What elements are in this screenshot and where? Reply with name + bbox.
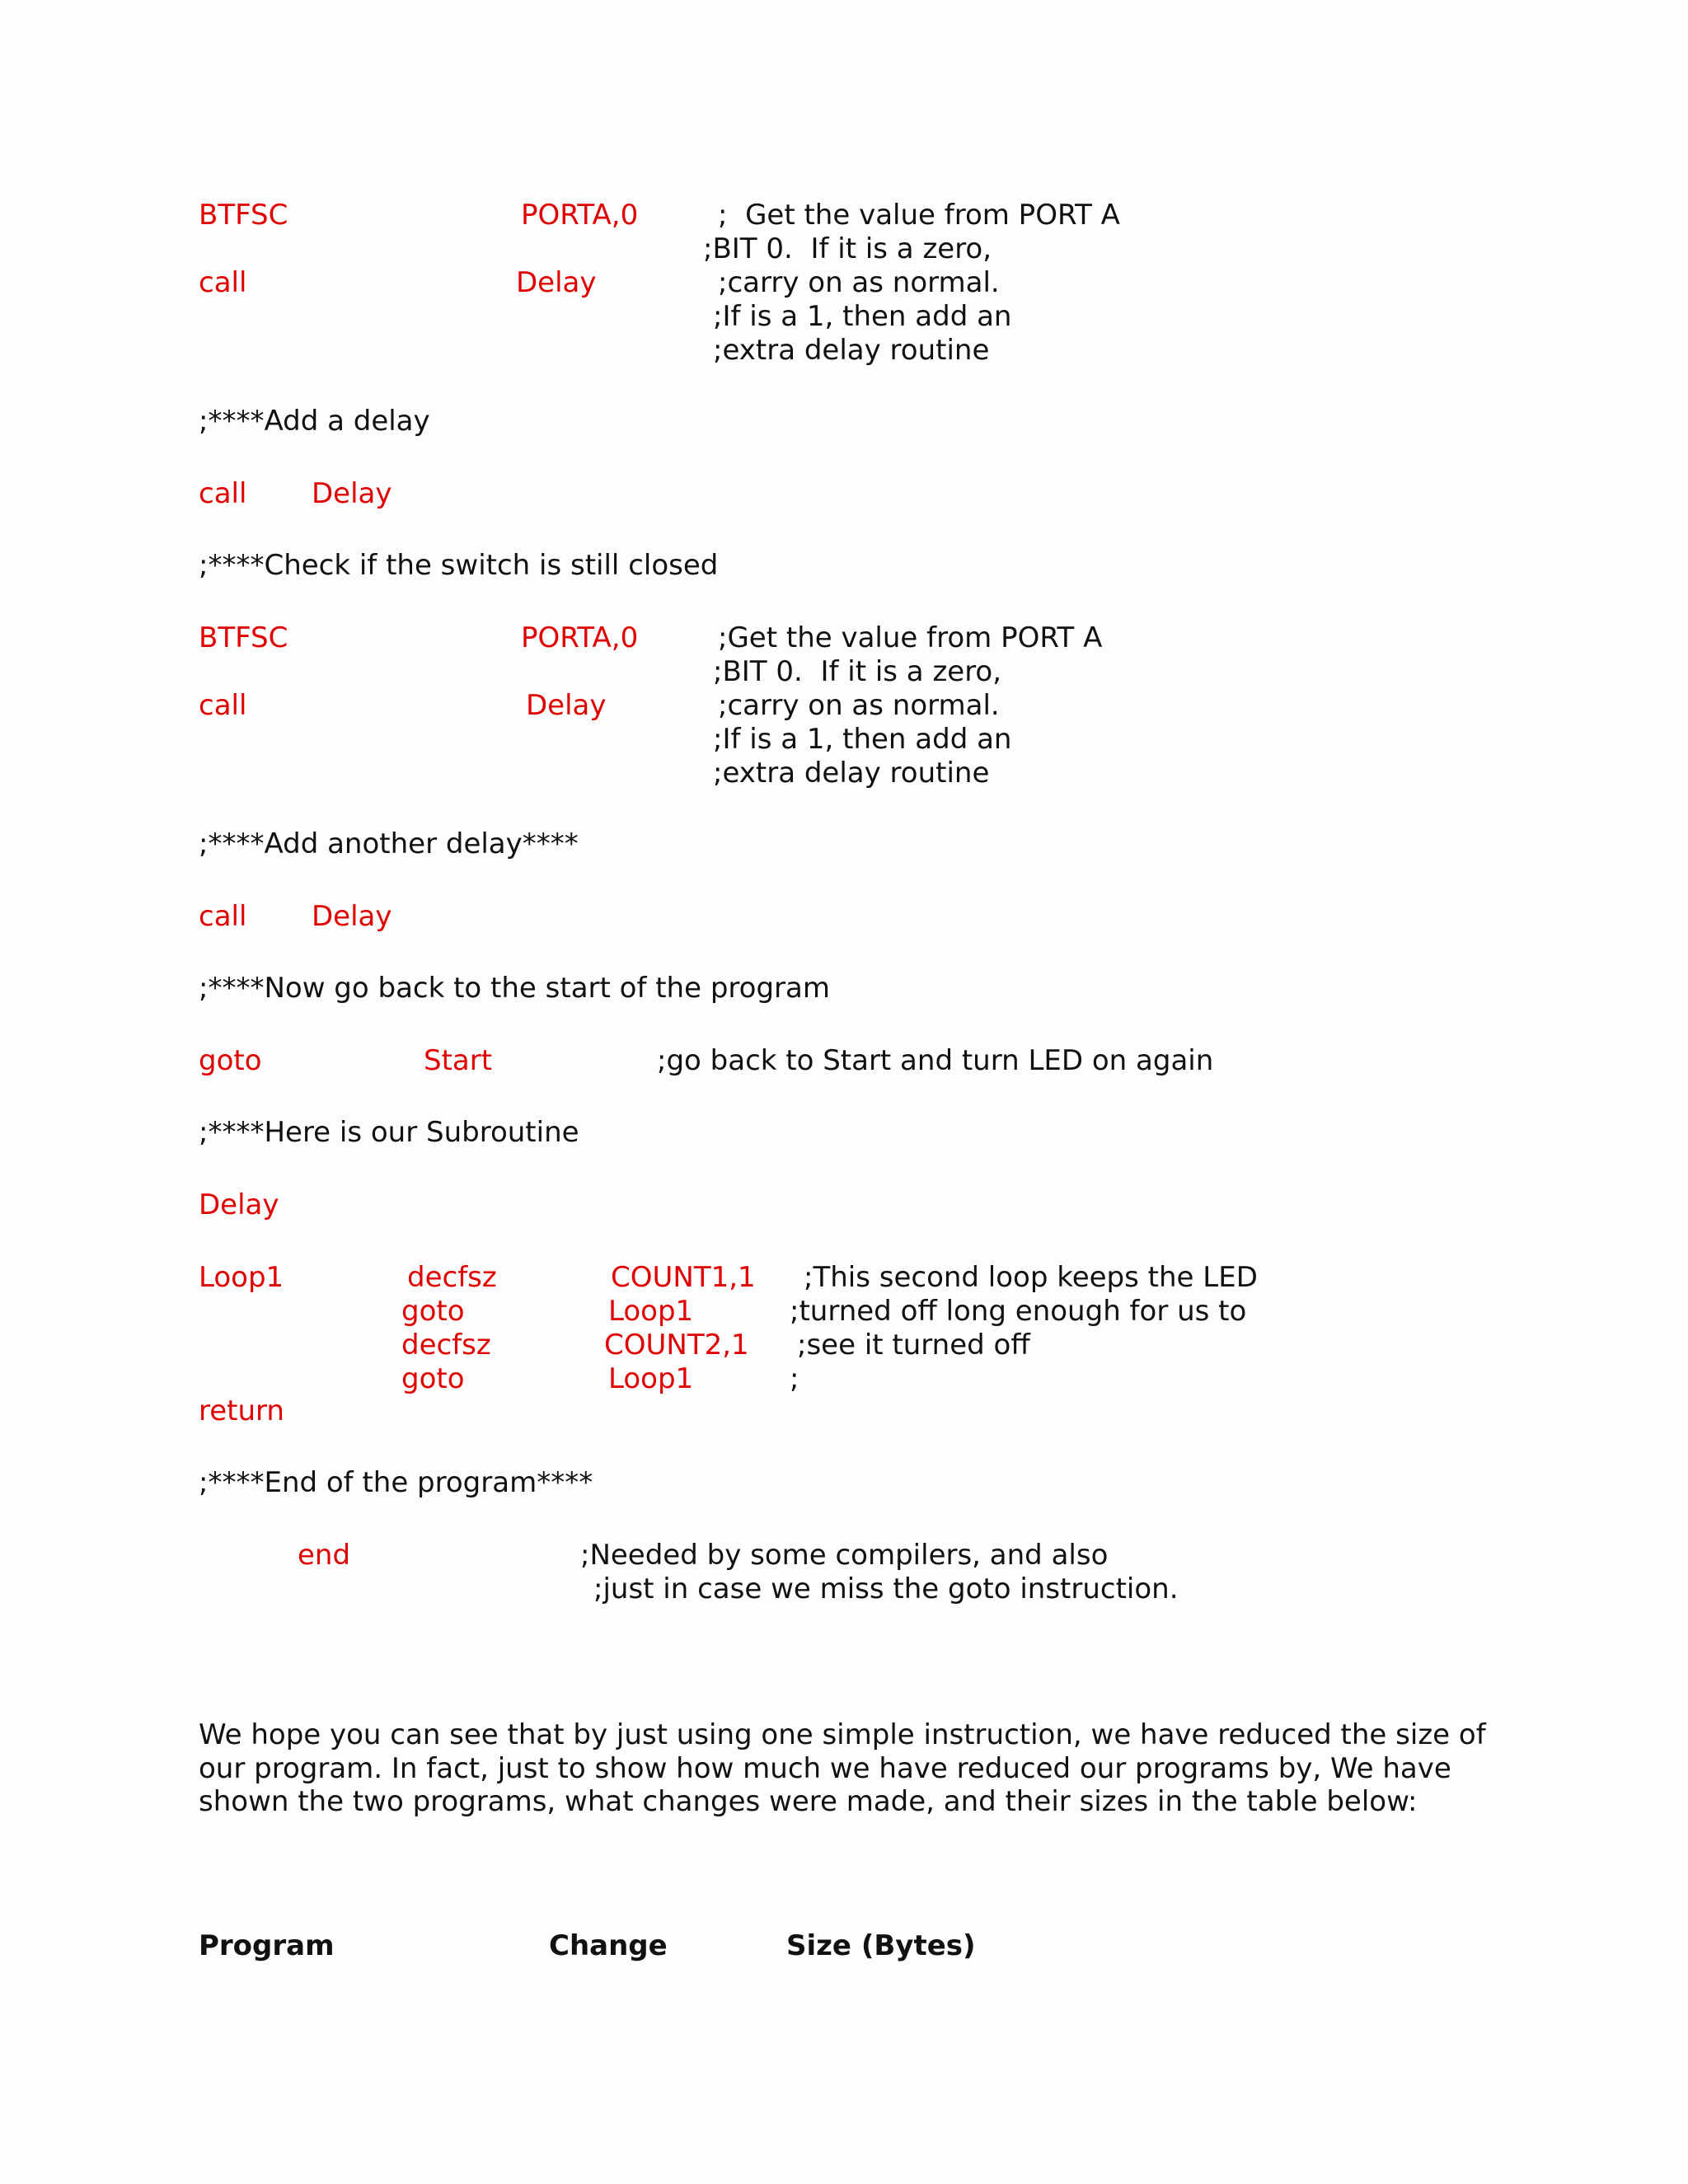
instruction-decfsz: decfsz — [407, 1261, 497, 1294]
code-comment: ;extra delay routine — [713, 757, 990, 790]
instruction-call: call — [199, 477, 247, 510]
table-header-change: Change — [549, 1929, 668, 1962]
instruction-decfsz: decfsz — [401, 1329, 491, 1361]
code-comment: ;Needed by some compilers, and also — [580, 1539, 1109, 1572]
instruction-return: return — [199, 1394, 284, 1427]
instruction-goto: goto — [199, 1044, 262, 1077]
instruction-end: end — [298, 1539, 351, 1572]
operand-delay: Delay — [516, 266, 597, 299]
code-comment: ;see it turned off — [797, 1329, 1030, 1361]
section-comment: ;****Here is our Subroutine — [199, 1116, 579, 1149]
operand-count1: COUNT1,1 — [611, 1261, 756, 1294]
body-paragraph: We hope you can see that by just using one simple instruction, we have reduced the size of our program. In fact, just to show how much we have reduced our programs by, We have shown the two programs, what changes were made, and their sizes in the table below: — [199, 1718, 1486, 1818]
operand-delay: Delay — [312, 900, 392, 933]
code-comment: ;If is a 1, then add an — [713, 300, 1012, 333]
section-comment: ;****Add a delay — [199, 405, 430, 438]
code-comment: ;extra delay routine — [713, 334, 990, 367]
code-comment: ; — [790, 1362, 799, 1395]
code-comment: ;Get the value from PORT A — [718, 621, 1103, 654]
operand-loop1: Loop1 — [608, 1362, 694, 1395]
label-loop1: Loop1 — [199, 1261, 284, 1294]
section-comment: ;****Check if the switch is still closed — [199, 549, 719, 582]
operand-delay: Delay — [312, 477, 392, 510]
code-comment: ;BIT 0. If it is a zero, — [713, 655, 1002, 688]
code-comment: ;carry on as normal. — [718, 266, 1000, 299]
table-header-size: Size (Bytes) — [786, 1929, 976, 1962]
instruction-call: call — [199, 689, 247, 722]
code-comment: ;go back to Start and turn LED on again — [657, 1044, 1214, 1077]
operand-delay: Delay — [526, 689, 607, 722]
instruction-btfsc: BTFSC — [199, 621, 288, 654]
code-comment: ;If is a 1, then add an — [713, 723, 1012, 756]
table-header-program: Program — [199, 1929, 335, 1962]
operand-loop1: Loop1 — [608, 1295, 694, 1328]
operand-count2: COUNT2,1 — [604, 1329, 749, 1361]
operand-start: Start — [424, 1044, 493, 1077]
instruction-goto: goto — [401, 1362, 465, 1395]
label-delay: Delay — [199, 1188, 279, 1221]
code-comment: ;BIT 0. If it is a zero, — [703, 232, 992, 265]
instruction-call: call — [199, 900, 247, 933]
code-comment: ;just in case we miss the goto instruction. — [593, 1572, 1179, 1605]
instruction-goto: goto — [401, 1295, 465, 1328]
operand-porta: PORTA,0 — [521, 621, 639, 654]
code-comment: ; Get the value from PORT A — [718, 199, 1120, 232]
code-comment: ;carry on as normal. — [718, 689, 1000, 722]
code-comment: ;turned off long enough for us to — [790, 1295, 1247, 1328]
operand-porta: PORTA,0 — [521, 199, 639, 232]
instruction-btfsc: BTFSC — [199, 199, 288, 232]
section-comment: ;****End of the program**** — [199, 1466, 593, 1499]
section-comment: ;****Add another delay**** — [199, 827, 579, 860]
instruction-call: call — [199, 266, 247, 299]
code-comment: ;This second loop keeps the LED — [804, 1261, 1258, 1294]
section-comment: ;****Now go back to the start of the program — [199, 972, 830, 1005]
